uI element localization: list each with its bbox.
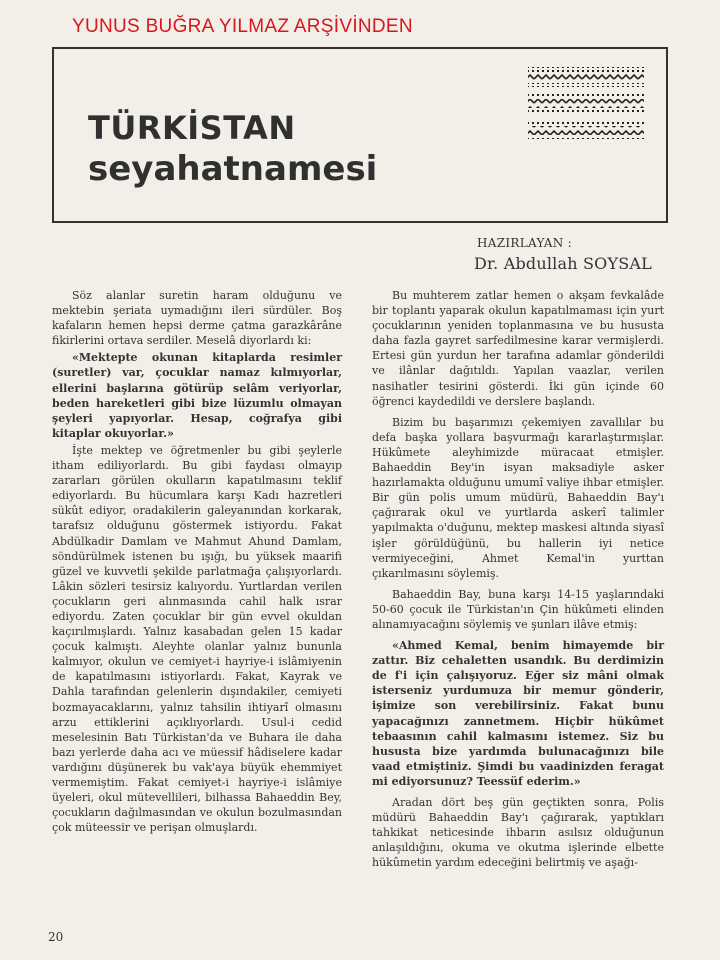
paragraph: Bizim bu başarımızı çekemiyen zavallılar bu defa başka yollara başvurmağı kararlaştırmışlar. Hükûmete aleyhimizde müracaat etmişler. Bahaeddin Bey'in isyan maksadiyle asker hazırlamakta olduğunu umumî valiye ihbar etmişler. Bir gün polis umum müdürü, Bahaeddin Bay'ı çağırarak okul ve yurtlarda askerî talimler yapılmakta o'duğunu, mektep maskesi altında siyasî işler görüldüğünü, bu hallerin iyi netice vermiyeceğini, Ahmet Kemal'in yurttan çıkarılmasını söylemiş.: [372, 415, 664, 580]
article-subtitle: seyahatnamesi: [88, 149, 378, 189]
paragraph: Bahaeddin Bay, buna karşı 14-15 yaşlarındaki 50-60 çocuk ile Türkistan'ın Çin hükûmeti elinden alınamıyacağını söylemiş ve şunları ilâve etmiş:: [372, 587, 664, 631]
paragraph: Aradan dört beş gün geçtikten sonra, Polis müdürü Bahaeddin Bay'ı çağırarak, yaptıkları tahkikat neticesinde ihbarın asılsız olduğunun anlaşıldığını, okuma ve okutma işlerinde elbette hükûmetin yardım edeceğini belirtmiş ve aşağı-: [372, 796, 664, 870]
right-column: [372, 288, 664, 870]
quote-paragraph: «Ahmed Kemal, benim himayemde bir zattır. Biz cehaletten usandık. Bu derdimizin de f'i için çalışıyoruz. Eğer siz mâni olmak isterseniz yurdumuza bir memur gönderir, işimize son verebilirsiniz. Fakat bunu yapacağınızı zannetmem. Hiçbir hükûmet tebaasının cahil kalmasını istemez. Siz bu hususta bize yardımda bulunacağınızı bile vaad etmiştiniz. Şimdi bu vaadinizden feragat mi ediyorsunuz? Teessüf ederim.»: [372, 639, 664, 788]
left-column: [52, 288, 342, 835]
page-number: 20: [48, 930, 64, 944]
article-title: TÜRKİSTAN: [88, 109, 296, 147]
byline-label: HAZIRLAYAN :: [477, 236, 573, 250]
paragraph: İşte mektep ve öğretmenler bu gibi şeylerle itham ediliyorlardı. Bu gibi faydası olmayıp zararları görülen okulların kapatılmasını teklif ediyorlardı. Bu hücumlara karşı Kadı hazretleri sükût ediyor, oradakilerin galeyanından korkarak, tarafsız olduğunu göstermek istiyordu. Fakat Abdülkadir Damlam ve Mahmut Ahund Damlam, söndürülmek istenen bu ışığı, bu yüksek maarifi güzel ve kuvvetli şekilde parlatmağa çalışıyorlardı. Lâkin sözleri tesirsiz kalıyordu. Yurtlardan verilen çocukların geri alınmasında cahil halk ısrar ediyordu. Zaten çocuklar bir gün evvel okuldan kaçırılmışlardı. Yalnız kasabadan gelen 15 kadar çocuk kalmıştı. Aleyhte olanlar yalnız bununla kalmıyor, okulun ve cemiyet-i hayriye-i islâmiyenin de kapatılmasını istiyorlardı. Fakat, Kayrak ve Dahla tarafından gelenlerin dışındakiler, cemiyeti bozmayacaklarını, yalnız tahsilin ihtiyarî olmasını arzu ettiklerini açıklıyorlardı. Usul-i cedid meselesinin Batı Türkistan'da ve Buhara ile daha bazı yerlerde daha acı ve müessif hâdiselere kadar vardığını düşünerek bu vak'aya büyük ehemmiyet vermemiştim. Fakat cemiyet-i hayriye-i islâmiye üyeleri, okul mütevellileri, bilhassa Bahaeddin Bey, çocukların dağılmasından ve okulun bozulmasından çok müteessir ve perişan olmuşlardı.: [52, 443, 342, 835]
quote-paragraph: «Mektepte okunan kitaplarda resimler (suretler) var, çocuklar namaz kılmıyorlar, ellerini başlarına götürüp selâm veriyorlar, beden hareketleri gibi bize lüzumlu olmayan şeyleri yapıyorlar. Hesap, coğrafya gibi kitaplar okuyorlar.»: [52, 351, 342, 440]
title-box: [52, 47, 668, 223]
byline-author: Dr. Abdullah SOYSAL: [474, 254, 652, 273]
paragraph: Söz alanlar suretin haram olduğunu ve mektebin şeriata uymadığını ileri sürdüler. Boş kafaların hemen hepsi derme çatma garazkârâne fikirlerini ortava serdiler. Meselâ diyorlardı ki:: [52, 289, 342, 348]
archive-watermark: YUNUS BUĞRA YILMAZ ARŞİVİNDEN: [72, 16, 413, 37]
ornament-pattern-icon: [526, 65, 646, 140]
paragraph: Bu muhterem zatlar hemen o akşam fevkalâde bir toplantı yaparak okulun kapatılmaması için yurt çocuklarının yeniden toplanmasına ve bu hususta daha fazla gayret sarfedilmesine karar vermişlerdi. Ertesi gün yurdun her tarafına adamlar gönderildi ve ilânlar dağıtıldı. Yapılan vaazlar, verilen nasihatler tesirini gösterdi. İki gün içinde 60 öğrenci kaydedildi ve derslere başlandı.: [372, 289, 664, 408]
